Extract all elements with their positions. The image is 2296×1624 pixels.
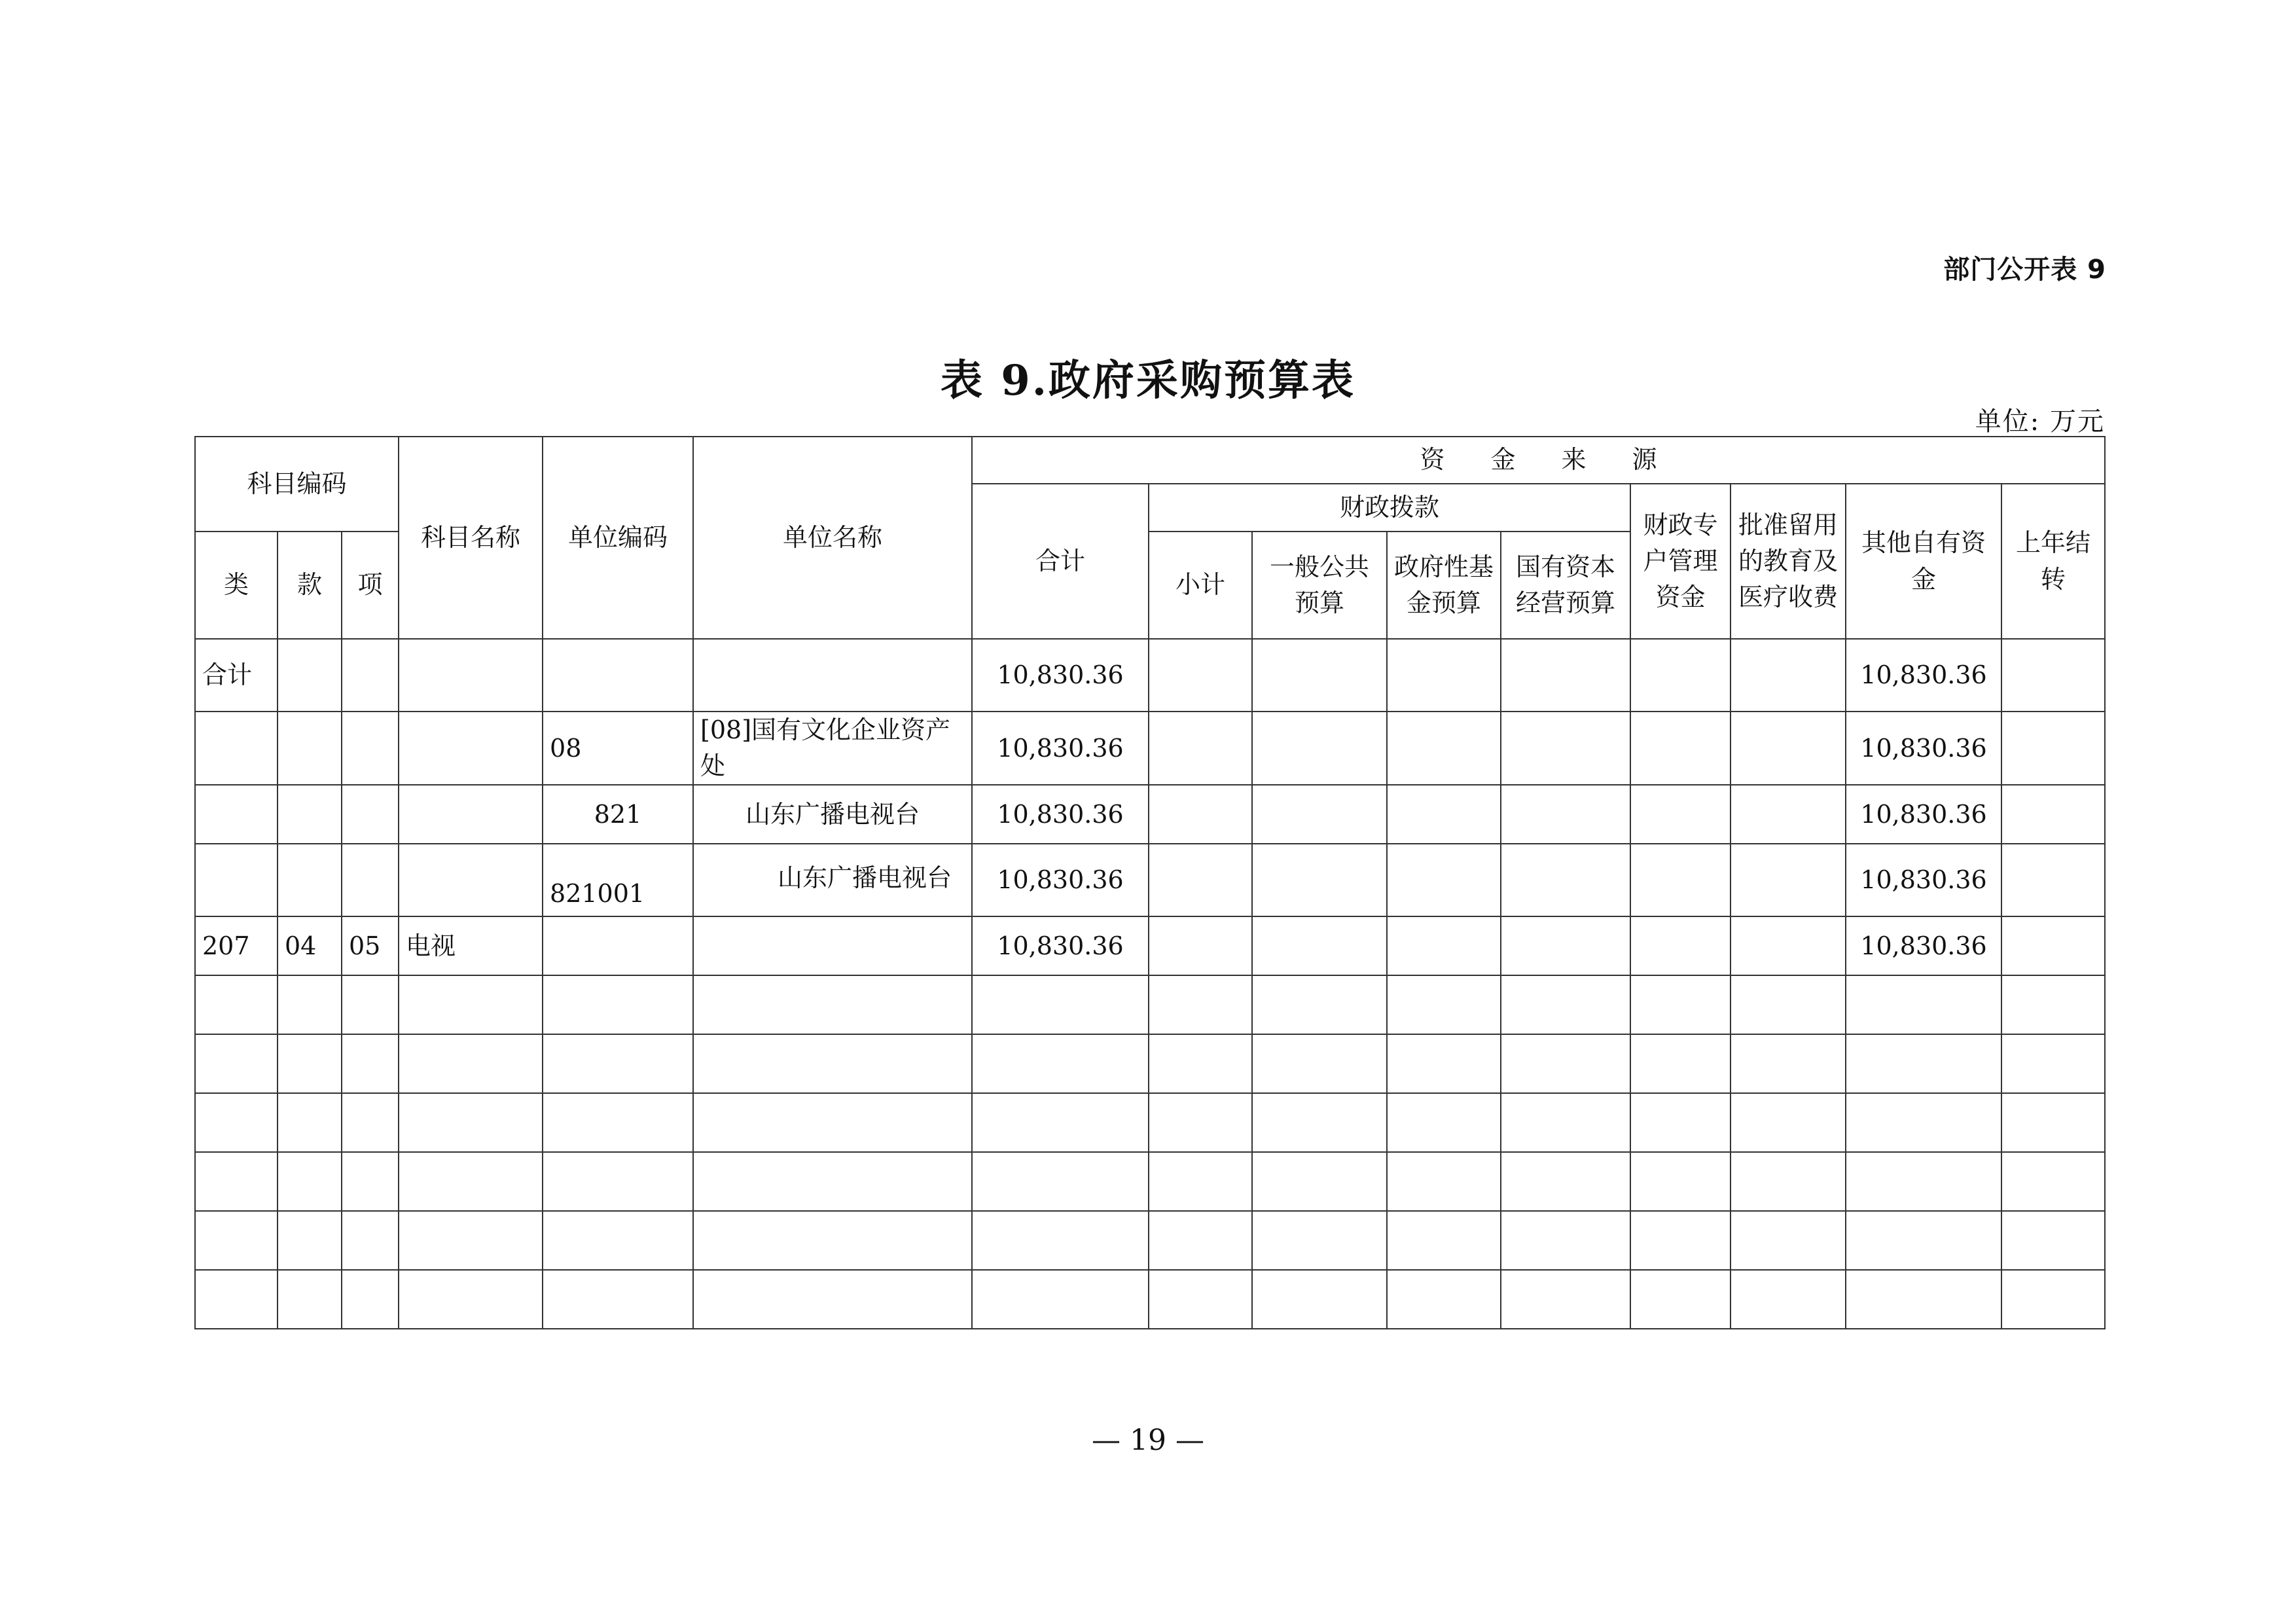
empty-cell (195, 1270, 278, 1329)
cell-retained (1731, 639, 1846, 712)
cell-state-capital (1501, 785, 1630, 844)
cell-subtotal (1149, 785, 1252, 844)
empty-cell (543, 1093, 693, 1152)
empty-cell (1387, 1211, 1501, 1270)
empty-cell (1731, 1093, 1846, 1152)
empty-cell (2001, 1152, 2105, 1211)
empty-cell (1630, 1093, 1731, 1152)
cell-general (1252, 639, 1387, 712)
cell-subtotal (1149, 916, 1252, 975)
empty-cell (1501, 1034, 1630, 1093)
cell-retained (1731, 916, 1846, 975)
empty-cell (342, 1270, 399, 1329)
cell-other-own-funds: 10,830.36 (1846, 639, 2001, 712)
header-unit-name: 单位名称 (693, 437, 972, 639)
cell-category: 合计 (195, 639, 278, 712)
empty-cell (278, 975, 342, 1034)
cell-gov-fund (1387, 785, 1501, 844)
cell-state-capital (1501, 712, 1630, 785)
cell-total: 10,830.36 (972, 844, 1149, 916)
empty-cell (195, 975, 278, 1034)
cell-category (195, 712, 278, 785)
cell-gov-fund (1387, 712, 1501, 785)
empty-cell (543, 1270, 693, 1329)
empty-cell (693, 975, 972, 1034)
cell-subtotal (1149, 712, 1252, 785)
cell-general (1252, 916, 1387, 975)
empty-cell (399, 1270, 543, 1329)
cell-unit-name: 山东广播电视台 (693, 844, 972, 916)
cell-carryover (2001, 639, 2105, 712)
empty-cell (195, 1034, 278, 1093)
empty-cell (693, 1093, 972, 1152)
cell-unit-code: 821001 (543, 844, 693, 916)
empty-cell (972, 1152, 1149, 1211)
empty-cell (1387, 1152, 1501, 1211)
cell-item (342, 639, 399, 712)
cell-total: 10,830.36 (972, 785, 1149, 844)
empty-cell (693, 1034, 972, 1093)
empty-cell (1846, 1211, 2001, 1270)
empty-cell (278, 1211, 342, 1270)
header-other-own-funds: 其他自有资金 (1846, 484, 2001, 639)
empty-cell (1731, 1211, 1846, 1270)
empty-row (195, 1211, 2105, 1270)
header-fund-sources: 资金来源 (972, 437, 2105, 484)
cell-subject-name (399, 639, 543, 712)
cell-item: 05 (342, 916, 399, 975)
cell-section (278, 785, 342, 844)
cell-section (278, 639, 342, 712)
empty-row (195, 1152, 2105, 1211)
empty-cell (543, 1152, 693, 1211)
empty-cell (1387, 1270, 1501, 1329)
empty-cell (399, 1093, 543, 1152)
cell-unit-name (693, 916, 972, 975)
empty-cell (1846, 1034, 2001, 1093)
cell-retained (1731, 844, 1846, 916)
empty-cell (1630, 975, 1731, 1034)
cell-special (1630, 712, 1731, 785)
empty-cell (278, 1093, 342, 1152)
table-row (195, 639, 2105, 712)
empty-cell (1846, 975, 2001, 1034)
empty-cell (399, 1211, 543, 1270)
cell-subtotal (1149, 639, 1252, 712)
empty-cell (543, 1211, 693, 1270)
empty-cell (1501, 1152, 1630, 1211)
empty-cell (1630, 1211, 1731, 1270)
empty-cell (342, 1211, 399, 1270)
cell-general (1252, 712, 1387, 785)
empty-row (195, 1093, 2105, 1152)
cell-carryover (2001, 916, 2105, 975)
empty-cell (1252, 1270, 1387, 1329)
empty-cell (1149, 1270, 1252, 1329)
cell-retained (1731, 712, 1846, 785)
cell-carryover (2001, 712, 2105, 785)
cell-state-capital (1501, 844, 1630, 916)
cell-carryover (2001, 785, 2105, 844)
empty-cell (1630, 1270, 1731, 1329)
empty-row (195, 975, 2105, 1034)
empty-cell (1149, 1211, 1252, 1270)
empty-cell (1252, 1152, 1387, 1211)
cell-gov-fund (1387, 844, 1501, 916)
empty-cell (195, 1152, 278, 1211)
empty-cell (1387, 1093, 1501, 1152)
empty-cell (2001, 1211, 2105, 1270)
cell-total: 10,830.36 (972, 916, 1149, 975)
empty-cell (1501, 1211, 1630, 1270)
cell-category: 207 (195, 916, 278, 975)
empty-cell (1731, 1270, 1846, 1329)
cell-gov-fund (1387, 639, 1501, 712)
empty-cell (195, 1093, 278, 1152)
empty-cell (399, 1034, 543, 1093)
cell-total: 10,830.36 (972, 639, 1149, 712)
empty-cell (342, 1152, 399, 1211)
cell-other-own-funds: 10,830.36 (1846, 844, 2001, 916)
table-row (195, 916, 2105, 975)
unit-label: 单位: 万元 (1975, 406, 2105, 437)
empty-cell (543, 1034, 693, 1093)
empty-cell (972, 1093, 1149, 1152)
empty-cell (2001, 1093, 2105, 1152)
page-title: 表 9.政府采购预算表 (940, 356, 1356, 405)
table-row (195, 712, 2105, 785)
cell-other-own-funds: 10,830.36 (1846, 712, 2001, 785)
header-section: 款 (278, 532, 342, 639)
empty-cell (1630, 1034, 1731, 1093)
header-item: 项 (342, 532, 399, 639)
header-approved-retained: 批准留用的教育及医疗收费 (1731, 484, 1846, 639)
header-prior-year-carryover: 上年结转 (2001, 484, 2105, 639)
empty-cell (1846, 1270, 2001, 1329)
empty-cell (693, 1211, 972, 1270)
cell-unit-code: 08 (543, 712, 693, 785)
cell-total: 10,830.36 (972, 712, 1149, 785)
empty-cell (2001, 1270, 2105, 1329)
cell-special (1630, 639, 1731, 712)
cell-section (278, 712, 342, 785)
header-unit-code: 单位编码 (543, 437, 693, 639)
empty-cell (1252, 1034, 1387, 1093)
cell-subject-name: 电视 (399, 916, 543, 975)
empty-cell (399, 1152, 543, 1211)
header-gov-fund-budget: 政府性基金预算 (1387, 532, 1501, 639)
empty-cell (972, 1211, 1149, 1270)
empty-cell (195, 1211, 278, 1270)
cell-special (1630, 844, 1731, 916)
cell-gov-fund (1387, 916, 1501, 975)
empty-cell (1630, 1152, 1731, 1211)
empty-cell (1846, 1152, 2001, 1211)
empty-cell (1149, 1093, 1252, 1152)
cell-item (342, 844, 399, 916)
empty-cell (342, 1034, 399, 1093)
empty-cell (1731, 975, 1846, 1034)
empty-cell (1501, 1270, 1630, 1329)
empty-cell (1731, 1034, 1846, 1093)
header-subtotal: 小计 (1149, 532, 1252, 639)
empty-cell (972, 1270, 1149, 1329)
empty-cell (1252, 1093, 1387, 1152)
empty-cell (2001, 975, 2105, 1034)
cell-subject-name (399, 785, 543, 844)
header-special-account: 财政专户管理资金 (1630, 484, 1731, 639)
cell-unit-name: 山东广播电视台 (693, 785, 972, 844)
header-category: 类 (195, 532, 278, 639)
empty-cell (1149, 1152, 1252, 1211)
cell-state-capital (1501, 916, 1630, 975)
cell-other-own-funds: 10,830.36 (1846, 785, 2001, 844)
cell-special (1630, 916, 1731, 975)
cell-subtotal (1149, 844, 1252, 916)
cell-retained (1731, 785, 1846, 844)
cell-item (342, 712, 399, 785)
empty-cell (278, 1034, 342, 1093)
cell-unit-code (543, 916, 693, 975)
empty-cell (1501, 975, 1630, 1034)
cell-category (195, 844, 278, 916)
empty-cell (1252, 975, 1387, 1034)
header-fiscal-allocation: 财政拨款 (1149, 484, 1630, 532)
cell-section: 04 (278, 916, 342, 975)
empty-cell (693, 1270, 972, 1329)
cell-unit-code (543, 639, 693, 712)
empty-cell (1387, 1034, 1501, 1093)
empty-row (195, 1270, 2105, 1329)
table-row (195, 785, 2105, 844)
empty-cell (693, 1152, 972, 1211)
empty-cell (1846, 1093, 2001, 1152)
cell-subject-name (399, 712, 543, 785)
procurement-budget-table (194, 436, 2106, 1329)
form-number: 部门公开表 9 (1943, 255, 2106, 285)
empty-cell (2001, 1034, 2105, 1093)
empty-cell (543, 975, 693, 1034)
cell-state-capital (1501, 639, 1630, 712)
empty-cell (278, 1152, 342, 1211)
empty-cell (1731, 1152, 1846, 1211)
empty-cell (1149, 1034, 1252, 1093)
header-state-capital-budget: 国有资本经营预算 (1501, 532, 1630, 639)
cell-subject-name (399, 844, 543, 916)
empty-cell (342, 1093, 399, 1152)
header-subject-code: 科目编码 (195, 437, 399, 532)
empty-cell (1501, 1093, 1630, 1152)
page-number: — 19 — (1092, 1424, 1204, 1457)
cell-unit-code: 821 (543, 785, 693, 844)
cell-carryover (2001, 844, 2105, 916)
empty-cell (1387, 975, 1501, 1034)
empty-cell (399, 975, 543, 1034)
empty-cell (278, 1270, 342, 1329)
header-subject-name: 科目名称 (399, 437, 543, 639)
empty-cell (972, 975, 1149, 1034)
empty-row (195, 1034, 2105, 1093)
empty-cell (972, 1034, 1149, 1093)
cell-section (278, 844, 342, 916)
cell-unit-name: [08]国有文化企业资产处 (693, 712, 972, 785)
cell-general (1252, 785, 1387, 844)
cell-unit-name (693, 639, 972, 712)
table-row (195, 844, 2105, 916)
empty-cell (342, 975, 399, 1034)
header-total: 合计 (972, 484, 1149, 639)
cell-other-own-funds: 10,830.36 (1846, 916, 2001, 975)
cell-category (195, 785, 278, 844)
cell-special (1630, 785, 1731, 844)
cell-general (1252, 844, 1387, 916)
header-general-public-budget: 一般公共预算 (1252, 532, 1387, 639)
cell-item (342, 785, 399, 844)
empty-cell (1252, 1211, 1387, 1270)
empty-cell (1149, 975, 1252, 1034)
